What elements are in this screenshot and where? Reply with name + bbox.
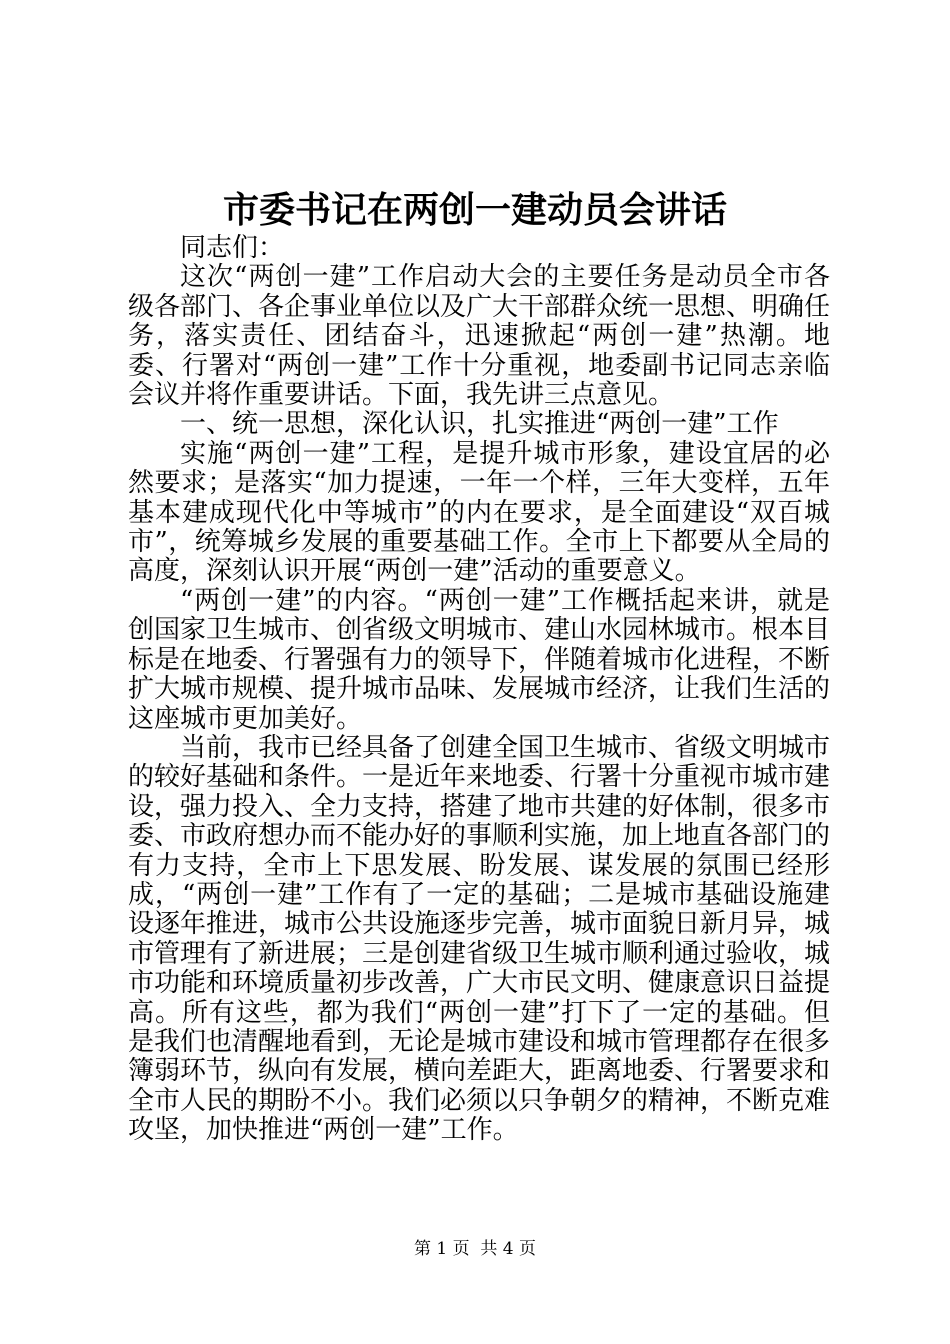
- body-paragraph: 当前，我市已经具备了创建全国卫生城市、省级文明城市的较好基础和条件。一是近年来地委、行署十分重视市城市建设，强力投入、全力支持，搭建了地市共建的好体制，很多市委、市政府想办而不能办好的事顺利实施，加上地直各部门的有力支持，全市上下思发展、盼发展、谋发展的氛围已经形成，“两创一建”工作有了一定的基础；二是城市基础设施建设逐年推进，城市公共设施逐步完善，城市面貌日新月异，城市管理有了新进展；三是创建省级卫生城市顺利通过验收，城市功能和环境质量初步改善，广大市民文明、健康意识日益提高。所有这些，都为我们“两创一建”打下了一定的基础。但是我们也清醒地看到，无论是城市建设和城市管理都存在很多簿弱环节，纵向有发展，横向差距大，距离地委、行署要求和全市人民的期盼不小。我们必须以只争朝夕的精神，不断克难攻坚，加快推进“两创一建”工作。: [128, 732, 831, 1146]
- intro-paragraph: 这次“两创一建”工作启动大会的主要任务是动员全市各级各部门、各企事业单位以及广大干部群众统一思想、明确任务，落实责任、团结奋斗，迅速掀起“两创一建”热潮。地委、行署对“两创一建”工作十分重视，地委副书记同志亲临会议并将作重要讲话。下面，我先讲三点意见。: [128, 262, 831, 411]
- document-body: [128, 234, 830, 1146]
- section-heading-1: 一、统一思想，深化认识，扎实推进“两创一建”工作: [180, 409, 779, 440]
- page-footer: [0, 1238, 950, 1260]
- page-total: 共 4 页: [480, 1239, 537, 1259]
- document-title: 市委书记在两创一建动员会讲话: [222, 189, 727, 231]
- salutation-paragraph: 同志们：: [180, 233, 285, 263]
- page-number: 第 1 页: [413, 1239, 470, 1259]
- body-paragraph: 实施“两创一建”工程，是提升城市形象，建设宜居的必然要求；是落实“加力提速，一年一个样，三年大变样，五年基本建成现代化中等城市”的内在要求，是全面建设“双百城市”，统筹城乡发展的重要基础工作。全市上下都要从全局的高度，深刻认识开展“两创一建”活动的重要意义。: [128, 438, 830, 587]
- body-paragraph: “两创一建”的内容。“两创一建”工作概括起来讲，就是创国家卫生城市、创省级文明城市、建山水园林城市。根本目标是在地委、行署强有力的领导下，伴随着城市化进程，不断扩大城市规模、提升城市品味、发展城市经济，让我们生活的这座城市更加美好。: [128, 585, 831, 734]
